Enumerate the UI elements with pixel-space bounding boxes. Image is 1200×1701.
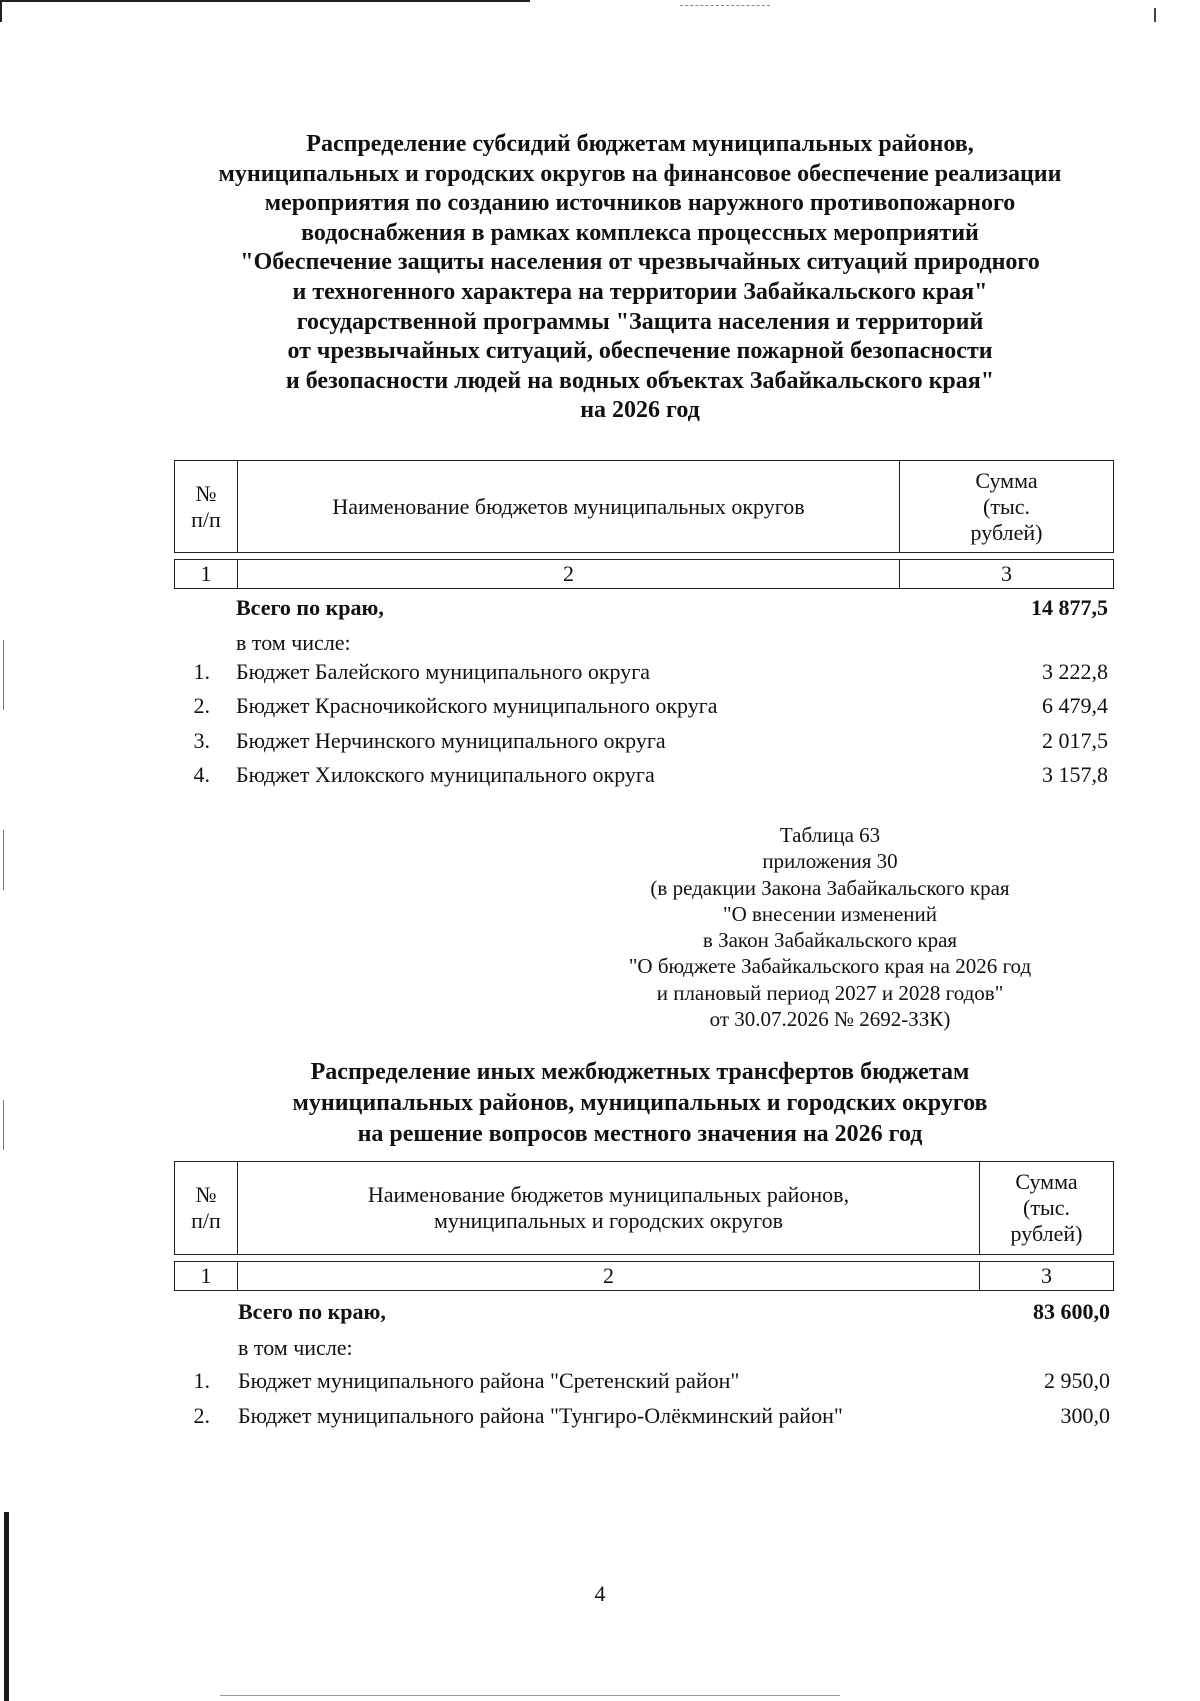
header-sum-line: рублей) [970, 519, 1043, 545]
scan-edge-line [220, 1695, 840, 1696]
title-line: и техногенного характера на территории Забайкальского края" [292, 278, 988, 305]
section2-table-header [174, 1161, 1114, 1255]
row-number: 3. [193, 728, 210, 753]
total-value: 83 600,0 [1033, 1299, 1110, 1324]
row-number: 4. [193, 762, 210, 787]
header-num-label: п/п [191, 1208, 221, 1233]
table-row [0, 691, 1200, 721]
row-amount: 2 017,5 [1042, 728, 1108, 753]
table-row [0, 726, 1200, 756]
total-label: Всего по краю, [236, 595, 384, 620]
title-line: государственной программы "Защита населения и территорий [296, 308, 984, 335]
total-value: 14 877,5 [1031, 595, 1108, 620]
column-number: 2 [237, 1262, 979, 1290]
reference-line: "О внесении изменений [723, 901, 937, 926]
total-row [0, 593, 1200, 623]
section1-column-numbers [174, 559, 1114, 589]
header-sum-line: (тыс. [1023, 1195, 1070, 1220]
column-number: 1 [200, 561, 212, 586]
scan-edge-line [0, 0, 2, 22]
reference-line: от 30.07.2026 № 2692-ЗЗК) [709, 1007, 951, 1032]
header-sum-line: (тыс. [983, 493, 1030, 519]
header-sum-line: Сумма [1015, 1169, 1078, 1194]
header-sum-cell [979, 1162, 1113, 1254]
column-number: 3 [979, 1262, 1113, 1290]
reference-line: приложения 30 [762, 849, 898, 874]
including-row [0, 628, 1200, 658]
scan-edge-line [680, 5, 770, 6]
title-line: водоснабжения в рамках комплекса процессных мероприятий [301, 219, 979, 246]
row-number: 1. [193, 659, 210, 684]
section2-column-numbers [174, 1261, 1114, 1291]
including-label: в том числе: [238, 1335, 353, 1360]
row-name: Бюджет Балейского муниципального округа [236, 659, 651, 684]
page-number: 4 [594, 1581, 606, 1606]
reference-line: Таблица 63 [779, 823, 881, 847]
scan-mark [3, 1100, 4, 1150]
title-line: мероприятия по созданию источников наружного противопожарного [264, 190, 1016, 217]
reference-line: в Закон Забайкальского края [702, 928, 958, 953]
scan-mark [3, 830, 4, 890]
title-line: на 2026 год [580, 397, 700, 424]
title-line: Распределение иных межбюджетных трансфертов бюджетам [310, 1059, 970, 1085]
title-line: на решение вопросов местного значения на 2026 год [357, 1121, 923, 1147]
total-row [0, 1297, 1200, 1327]
reference-line: "О бюджете Забайкальского края на 2026 год [628, 954, 1032, 979]
reference-line: и плановый период 2027 и 2028 годов" [656, 980, 1004, 1005]
including-label: в том числе: [236, 630, 351, 655]
header-sum-cell [899, 461, 1113, 552]
table-reference [560, 822, 1100, 1032]
row-number: 1. [193, 1368, 210, 1393]
header-name-label: Наименование бюджетов муниципальных округов [332, 493, 805, 519]
column-number: 3 [899, 560, 1113, 588]
column-number: 1 [200, 1263, 212, 1288]
row-name: Бюджет Красночикойского муниципального округа [236, 693, 718, 718]
title-line: муниципальных районов, муниципальных и городских округов [292, 1090, 988, 1116]
table-row [0, 1366, 1200, 1396]
column-number: 2 [237, 560, 899, 588]
section2-title [160, 1057, 1120, 1150]
title-line: Распределение субсидий бюджетам муниципальных районов, [306, 131, 974, 157]
total-label: Всего по краю, [238, 1299, 386, 1324]
title-line: муниципальных и городских округов на финансовое обеспечение реализации [218, 160, 1062, 187]
row-amount: 6 479,4 [1042, 693, 1108, 718]
row-number: 2. [193, 1403, 210, 1428]
row-amount: 2 950,0 [1044, 1368, 1110, 1393]
title-line: и безопасности людей на водных объектах Забайкальского края" [285, 367, 995, 394]
scan-edge-line [0, 0, 530, 2]
row-name: Бюджет муниципального района "Тунгиро-Олёкминский район" [238, 1403, 843, 1428]
header-num-symbol: № [195, 480, 217, 506]
header-sum-line: Сумма [975, 467, 1038, 493]
row-number: 2. [193, 693, 210, 718]
table-row [0, 657, 1200, 687]
header-num-cell [175, 461, 237, 552]
header-name-cell [237, 1162, 979, 1254]
title-line: от чрезвычайных ситуаций, обеспечение пожарной безопасности [287, 338, 993, 365]
row-name: Бюджет муниципального района "Сретенский район" [238, 1368, 740, 1393]
reference-line: (в редакции Закона Забайкальского края [650, 875, 1010, 900]
header-num-cell [175, 1162, 237, 1254]
section1-table-header [174, 460, 1114, 553]
section1-title [160, 130, 1120, 426]
row-amount: 3 222,8 [1042, 659, 1108, 684]
header-num-label: п/п [191, 506, 221, 532]
row-amount: 300,0 [1060, 1403, 1110, 1428]
title-line: "Обеспечение защиты населения от чрезвычайных ситуаций природного [240, 249, 1040, 276]
row-name: Бюджет Хилокского муниципального округа [236, 762, 655, 787]
table-row [0, 760, 1200, 790]
row-amount: 3 157,8 [1042, 762, 1108, 787]
header-name-line: муниципальных и городских округов [433, 1208, 784, 1233]
table-row [0, 1401, 1200, 1431]
row-name: Бюджет Нерчинского муниципального округа [236, 728, 666, 753]
header-name-line: Наименование бюджетов муниципальных районов, [367, 1182, 850, 1207]
header-num-symbol: № [195, 1182, 217, 1207]
scan-mark [1154, 8, 1156, 22]
header-name-cell [237, 461, 899, 552]
header-sum-line: рублей) [1010, 1221, 1083, 1246]
including-row [0, 1333, 1200, 1363]
